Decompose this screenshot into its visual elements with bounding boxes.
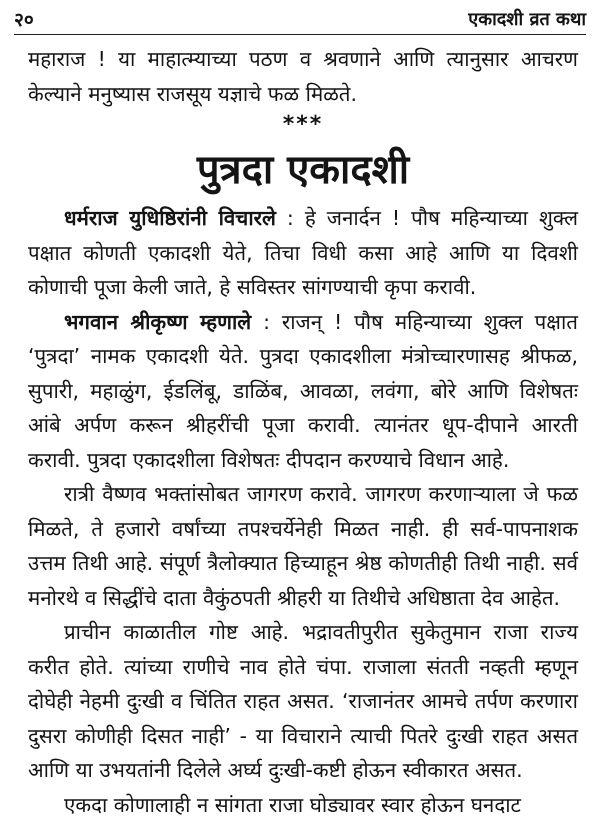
running-title: एकादशी व्रत कथा [468,9,586,30]
dialogue-paragraph-krishna [28,305,578,478]
dialogue-text-krishna: : राजन् ! पौष महिन्याच्या शुक्ल पक्षात ‘पुत्रदा’ नामक एकादशी येते. पुत्रदा एकादशीला मंत्रोच्चारणासह श्रीफळ, सुपारी, महाळुंग, ईडलिंबू, डाळिंब, आवळा, लवंगा, बोरे आणि विशेषतः आंबे अर्पण करून श्रीहरींची पूजा करावी. त्यानंतर धूप-दीपाने आरती करावी. पुत्रदा एकादशीला विशेषतः दीपदान करण्याचे विधान आहे. [28,309,578,472]
page-header [14,4,586,35]
intro-paragraph: महाराज ! या माहात्म्याच्या पठण व श्रवणाने आणि त्यानुसार आचरण केल्याने मनुष्यास राजसूय यज्ञाचे फळ मिळते. [28,47,578,106]
paragraph-night-vigil: रात्री वैष्णव भक्तांसोबत जागरण करावे. जागरण करणाऱ्याला जे फळ मिळते, ते हजारो वर्षांच्या तपश्चर्येनेही मिळत नाही. ही सर्व-पापनाशक उत्तम तिथी आहे. संपूर्ण त्रैलोक्यात हिच्याहून श्रेष्ठ कोणतीही तिथी नाही. सर्व मनोरथे व सिद्धींचे दाता वैकुंठपती श्रीहरी या तिथीचे अधिष्ठाता देव आहेत. [28,482,578,610]
chapter-title: पुत्रदा एकादशी [196,147,410,193]
page-body [28,42,578,822]
speaker-krishna: भगवान श्रीकृष्ण म्हणाले [64,309,252,334]
page-number: २० [14,9,34,31]
section-divider: *** [282,112,324,137]
dialogue-text-yudhishthira: : हे जनार्दन ! पौष महिन्याच्या शुक्ल पक्षात कोणती एकादशी येते, तिचा विधी कसा आहे आणि या दिवशी कोणाची पूजा केली जाते, हे सविस्तर सांगण्याची कृपा करावी. [28,206,578,299]
speaker-yudhishthira: धर्मराज युधिष्ठिरांनी विचारले [64,206,276,230]
paragraph-story-king: प्राचीन काळातील गोष्ट आहे. भद्रावतीपुरीत सुकेतुमान राजा राज्य करीत होते. त्यांच्या राणीचे नाव होते चंपा. राजाला संतती नव्हती म्हणून दोघेही नेहमी दुःखी व चिंतित राहत असत. ‘राजानंतर आमचे तर्पण करणारा दुसरा कोणीही दिसत नाही’ - या विचाराने त्याची पितरे दुःखी राहत असत आणि या उभयतांनी दिलेले अर्घ्य दुःखी-कष्टी होऊन स्वीकारत असत. [28,620,578,782]
paragraph-continuation: एकदा कोणालाही न सांगता राजा घोड्यावर स्वार होऊन घनदाट [64,792,521,817]
dialogue-paragraph-yudhishthira [28,201,578,305]
